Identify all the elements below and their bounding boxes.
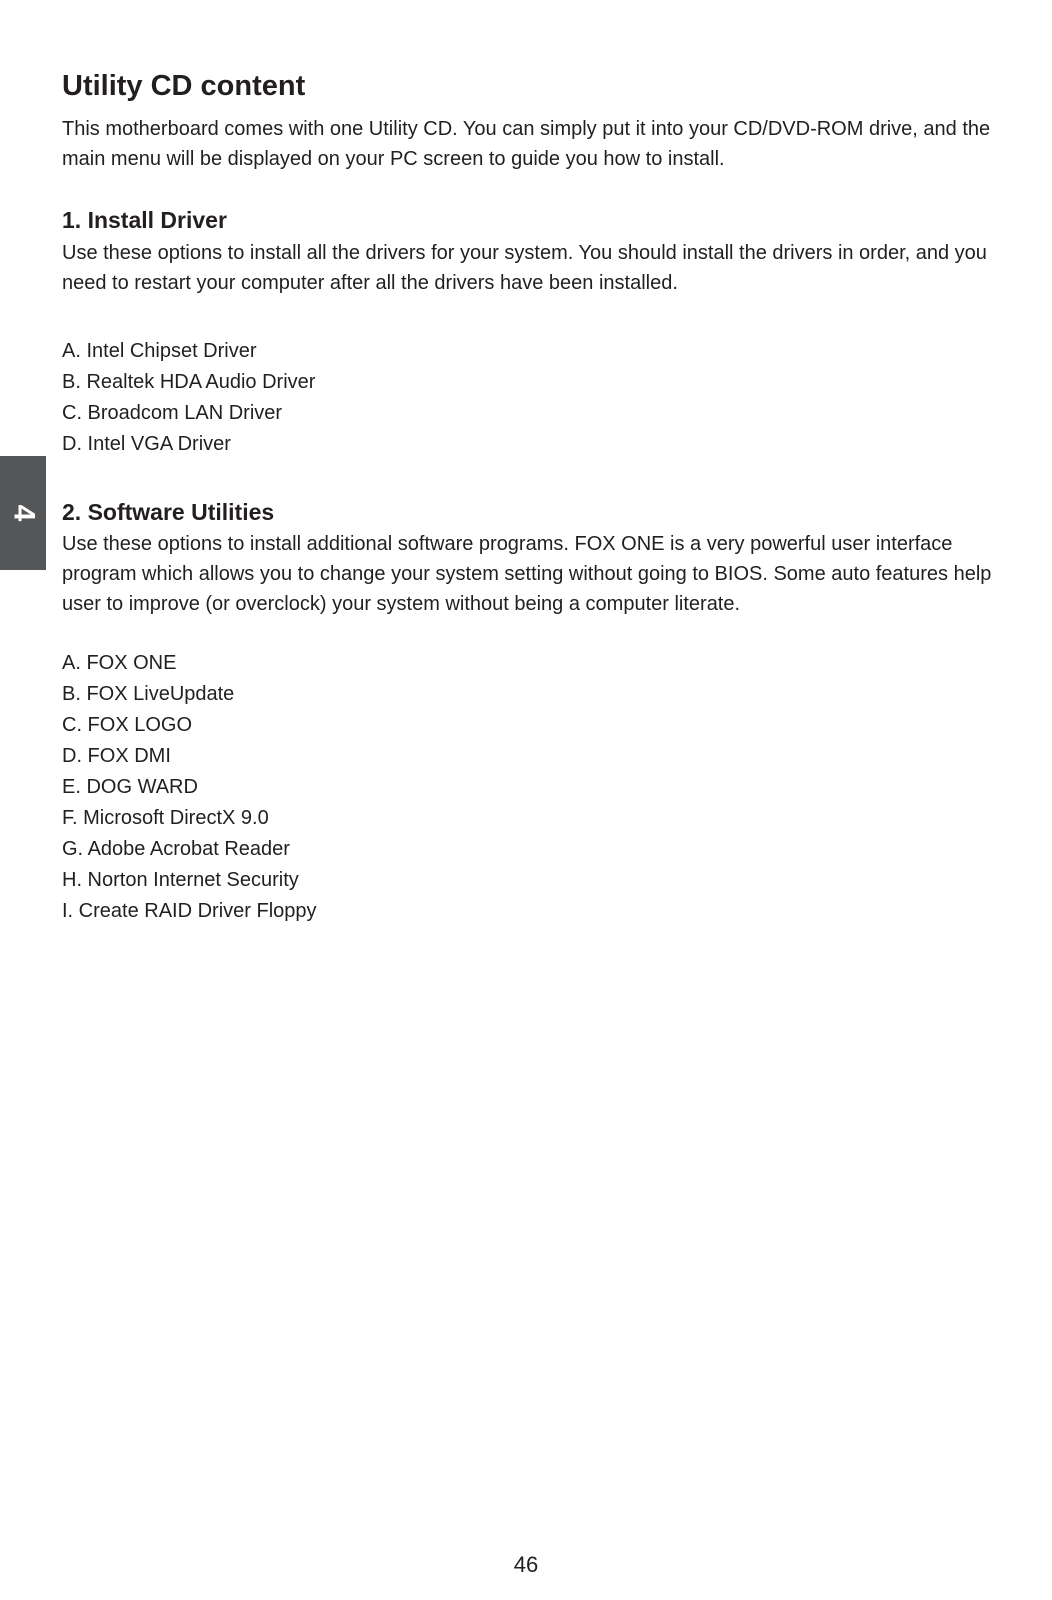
chapter-number: 4 [7,504,40,522]
list-item: A. FOX ONE [62,652,177,674]
list-item: A. Intel Chipset Driver [62,340,257,362]
list-item: C. Broadcom LAN Driver [62,402,283,424]
page-title: Utility CD content [62,70,306,102]
list-item: F. Microsoft DirectX 9.0 [62,807,269,829]
intro-paragraph: This motherboard comes with one Utility CD. You can simply put it into your CD/DVD-ROM drive, and the main menu will be displayed on your PC screen to guide you how to install. [62,118,991,170]
software-list [62,648,317,927]
section-description-install-driver: Use these options to install all the drivers for your system. You should install the drivers in order, and you need to restart your computer after all the drivers have been installed. [62,242,987,294]
list-item: G. Adobe Acrobat Reader [62,838,290,860]
section-heading-software-utilities: 2. Software Utilities [62,499,275,525]
list-item: B. FOX LiveUpdate [62,683,235,705]
list-item: D. Intel VGA Driver [62,433,231,455]
list-item: H. Norton Internet Security [62,869,299,891]
list-item: I. Create RAID Driver Floppy [62,900,317,922]
list-item: E. DOG WARD [62,776,198,798]
page-number: 46 [513,1552,539,1577]
section-description-software-utilities: Use these options to install additional software programs. FOX ONE is a very powerful user interface program which allows you to change your system setting without going to BIOS. Some auto features help user to improve (or overclock) your system without being a computer literate. [62,533,992,615]
chapter-tab [0,456,46,570]
driver-list [62,336,315,460]
list-item: C. FOX LOGO [62,714,193,736]
section-heading-install-driver: 1. Install Driver [62,207,227,233]
list-item: B. Realtek HDA Audio Driver [62,371,316,393]
list-item: D. FOX DMI [62,745,171,767]
